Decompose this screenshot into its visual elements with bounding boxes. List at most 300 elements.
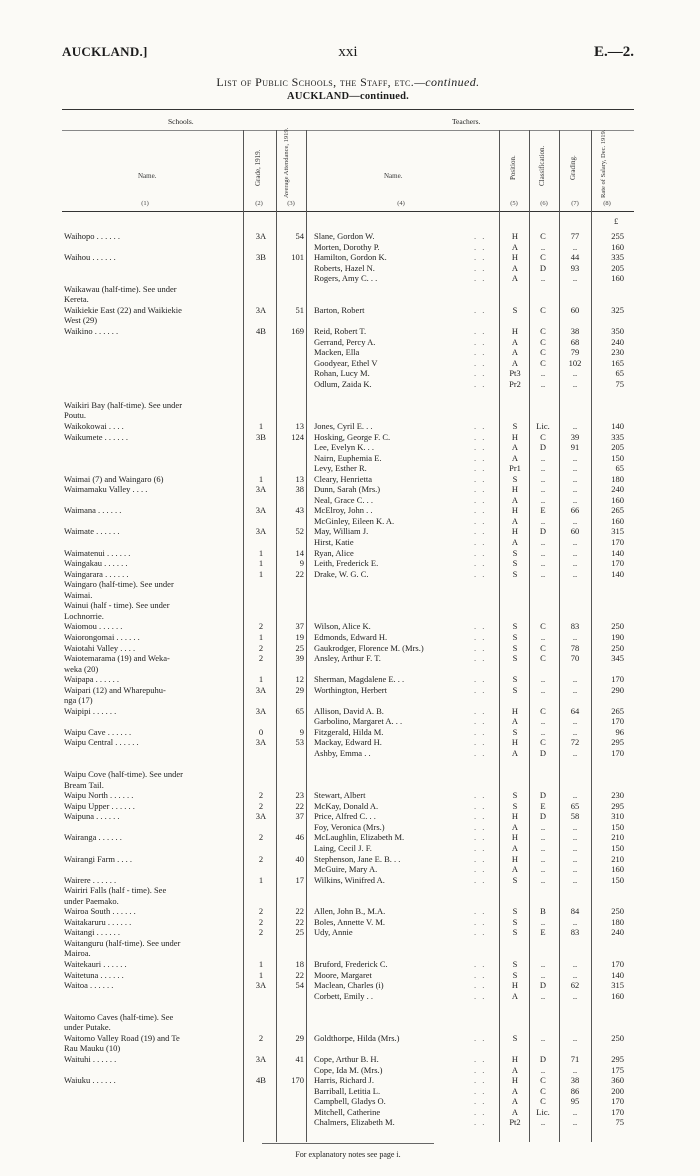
cell-attendance: 53 <box>295 737 304 748</box>
cell-teacher-name: Goodyear, Ethel V <box>314 357 378 368</box>
cell-teacher-name: Moore, Margaret <box>314 969 372 980</box>
cell-classification: D <box>539 1053 547 1064</box>
cell-attendance: 29 <box>295 684 304 695</box>
leader-dots: . . <box>474 252 487 263</box>
cell-teacher-name: Stewart, Albert <box>314 790 366 801</box>
cell-salary: 160 <box>611 494 624 505</box>
cell-salary: 230 <box>611 347 624 358</box>
leader-dots: . . <box>474 262 487 273</box>
cell-teacher-name: Allison, David A. B. <box>314 705 384 716</box>
cell-salary: 150 <box>611 874 624 885</box>
cell-school-name: Waipu Upper . . . . . . <box>64 800 135 811</box>
cell-school-name: Waipari (12) and Wharepuhu- <box>64 684 166 695</box>
cell-teacher-name: Udy, Annie <box>314 927 353 938</box>
col-number-5: (5) <box>510 200 518 207</box>
cell-school-name: Waikiekie East (22) and Waikiekie <box>64 304 182 315</box>
leader-dots: . . <box>474 1032 487 1043</box>
group-rule <box>62 130 634 131</box>
cell-teacher-name: Mackay, Edward H. <box>314 737 382 748</box>
col-header-grading: Grading. <box>569 155 577 181</box>
cell-grading: 93 <box>570 262 580 273</box>
cell-teacher-name: Leith, Frederick E. <box>314 558 379 568</box>
cell-grading: .. <box>572 716 578 727</box>
cell-classification: .. <box>540 568 546 579</box>
cell-grade: 3A <box>255 1053 267 1064</box>
cell-classification: .. <box>540 473 546 484</box>
cell-school-name: Waiuku . . . . . . <box>64 1075 116 1085</box>
cell-teacher-name: Ryan, Alice <box>314 547 354 558</box>
cell-salary: 255 <box>611 231 624 241</box>
schools-group-header: Schools. <box>168 117 194 126</box>
leader-dots: . . <box>474 1064 487 1075</box>
leader-dots: . . <box>474 325 487 336</box>
cell-position: S <box>512 684 518 695</box>
cell-grading: .. <box>572 241 578 252</box>
cell-position: S <box>512 874 518 885</box>
cell-salary: 265 <box>611 705 624 716</box>
col-rule-3 <box>306 130 307 1142</box>
cell-salary: 160 <box>611 864 624 874</box>
cell-teacher-name: May, William J. <box>314 526 369 537</box>
cell-teacher-name: Ashby, Emma . . <box>314 748 371 758</box>
cell-position: S <box>512 547 518 558</box>
cell-grading: .. <box>572 378 578 389</box>
cell-grading: 84 <box>570 906 580 917</box>
cell-attendance: 39 <box>295 653 304 663</box>
col-rule-1 <box>243 130 244 1142</box>
table-bottom-rule <box>262 1143 434 1144</box>
cell-position: S <box>512 726 518 737</box>
cell-grading: .. <box>572 821 578 832</box>
col-number-1: (1) <box>141 200 149 207</box>
leader-dots: . . <box>474 431 487 442</box>
cell-classification: .. <box>540 1064 546 1075</box>
leader-dots: . . <box>474 526 487 537</box>
cell-position: A <box>511 1096 519 1107</box>
cell-attendance: 13 <box>295 420 304 431</box>
cell-salary: 240 <box>611 927 624 938</box>
cell-position: H <box>511 980 519 991</box>
cell-salary: 250 <box>611 642 624 653</box>
cell-grading: .. <box>572 969 578 980</box>
running-head-right: E.—2. <box>593 44 634 60</box>
cell-grading: 79 <box>570 347 580 358</box>
cell-grading: .. <box>572 558 578 568</box>
leader-dots: . . <box>474 748 487 758</box>
leader-dots: . . <box>474 378 487 389</box>
cell-school-name: Waikokowai . . . . <box>64 420 124 431</box>
cell-attendance: 23 <box>295 790 304 801</box>
cell-grading: .. <box>572 1117 578 1128</box>
running-head-left: AUCKLAND.] <box>62 44 148 59</box>
cell-classification: C <box>540 1085 546 1096</box>
cell-position: A <box>511 842 519 853</box>
cell-school-name: Waipapa . . . . . . <box>64 674 120 685</box>
col-rule-6 <box>559 130 560 1142</box>
cell-classification: D <box>539 811 547 822</box>
cell-position: H <box>511 832 519 843</box>
cell-school-name: Waikawau (half-time). See under <box>64 283 177 294</box>
cell-classification: C <box>540 252 546 263</box>
cell-attendance: 37 <box>295 811 304 822</box>
cell-grade: 2 <box>258 916 264 927</box>
cell-teacher-name: Dunn, Sarah (Mrs.) <box>314 484 381 495</box>
cell-school-name: Waitanguru (half-time). See under <box>64 937 181 948</box>
cell-salary: 335 <box>611 431 624 442</box>
leader-dots: . . <box>474 980 487 991</box>
cell-school-name: Kereta. <box>64 294 89 305</box>
cell-teacher-name: Ansley, Arthur F. T. <box>314 653 381 663</box>
cell-position: S <box>512 621 518 632</box>
cell-teacher-name: Neal, Grace C. . . <box>314 494 374 505</box>
cell-grading: .. <box>572 853 578 864</box>
cell-school-name: Waihopo . . . . . . <box>64 231 120 241</box>
cell-salary: 265 <box>611 505 624 516</box>
cell-salary: 210 <box>611 832 624 843</box>
cell-attendance: 22 <box>295 969 304 980</box>
cell-grading: .. <box>572 684 578 695</box>
cell-grade: 4B <box>256 325 266 336</box>
leader-dots: . . <box>474 674 487 685</box>
cell-teacher-name: Chalmers, Elizabeth M. <box>314 1117 395 1128</box>
leader-dots: . . <box>474 484 487 495</box>
cell-salary: 315 <box>611 980 624 991</box>
col-header-position: Position. <box>509 155 517 181</box>
leader-dots: . . <box>474 642 487 653</box>
cell-teacher-name: Cope, Arthur B. H. <box>314 1053 379 1064</box>
cell-classification: .. <box>540 1117 546 1128</box>
cell-position: H <box>511 737 519 748</box>
cell-salary: 250 <box>611 906 624 917</box>
cell-teacher-name: Allen, John B., M.A. <box>314 906 386 917</box>
cell-grading: .. <box>572 832 578 843</box>
cell-teacher-name: Hirst, Katie <box>314 537 354 547</box>
cell-teacher-name: Odlum, Zaida K. <box>314 378 372 389</box>
cell-grading: .. <box>572 790 578 801</box>
cell-position: A <box>511 748 519 758</box>
cell-grading: 65 <box>570 800 580 811</box>
cell-grading: .. <box>572 368 578 379</box>
cell-classification: D <box>539 526 547 537</box>
cell-school-name: Waitoa . . . . . . <box>64 980 114 991</box>
running-head <box>62 44 634 66</box>
cell-salary: 170 <box>611 558 624 568</box>
cell-school-name: Waiotahi Valley . . . . <box>64 642 136 653</box>
cell-school-name: Waituhi . . . . . . <box>64 1053 117 1064</box>
cell-teacher-name: Hamilton, Gordon K. <box>314 252 387 263</box>
cell-classification: .. <box>540 959 546 969</box>
leader-dots: . . <box>474 916 487 927</box>
cell-position: A <box>511 990 519 1001</box>
cell-teacher-name: Macken, Ella <box>314 347 360 358</box>
cell-school-name: Rau Mauku (10) <box>64 1043 121 1054</box>
cell-attendance: 22 <box>295 906 304 917</box>
cell-teacher-name: Barton, Robert <box>314 304 365 315</box>
cell-classification: .. <box>540 916 546 927</box>
cell-classification: E <box>540 505 546 516</box>
cell-grade: 2 <box>258 927 264 938</box>
cell-salary: 240 <box>611 484 624 495</box>
col-number-3: (3) <box>287 200 295 207</box>
cell-classification: E <box>540 927 546 938</box>
leader-dots: . . <box>474 1075 487 1085</box>
cell-school-name: Waikiri Bay (half-time). See under <box>64 399 183 410</box>
cell-grading: .. <box>572 494 578 505</box>
cell-school-name: Waipu North . . . . . . <box>64 790 134 801</box>
cell-position: S <box>512 969 518 980</box>
cell-classification: .. <box>540 726 546 737</box>
cell-attendance: 169 <box>291 325 304 336</box>
cell-attendance: 29 <box>295 1032 304 1043</box>
cell-classification: C <box>540 347 546 358</box>
cell-grading: 95 <box>570 1096 580 1107</box>
cell-school-name: Mairoa. <box>64 948 91 959</box>
cell-attendance: 25 <box>295 927 304 938</box>
col-number-2: (2) <box>255 200 263 207</box>
cell-position: S <box>512 642 518 653</box>
cell-position: A <box>511 864 519 874</box>
cell-teacher-name: Foy, Veronica (Mrs.) <box>314 821 385 832</box>
leader-dots: . . <box>474 568 487 579</box>
cell-school-name: Waimai (7) and Waingaro (6) <box>64 473 164 484</box>
page-title <box>62 75 634 90</box>
cell-grade: 1 <box>258 420 264 431</box>
currency-symbol: £ <box>614 216 619 226</box>
cell-teacher-name: Lee, Evelyn K. . . <box>314 442 374 452</box>
cell-classification: C <box>540 336 546 347</box>
cell-position: A <box>511 357 519 368</box>
leader-dots: . . <box>474 505 487 516</box>
col-header-teacher-name: Name. <box>384 172 403 180</box>
cell-classification: .. <box>540 674 546 685</box>
leader-dots: . . <box>474 1117 487 1128</box>
cell-position: S <box>512 927 518 938</box>
cell-teacher-name: Wilson, Alice K. <box>314 621 371 632</box>
cell-school-name: Wairanga . . . . . . <box>64 832 122 843</box>
cell-salary: 295 <box>611 800 624 811</box>
cell-grading: .. <box>572 547 578 558</box>
cell-position: S <box>512 800 518 811</box>
cell-position: A <box>511 716 519 727</box>
cell-teacher-name: Hosking, George F. C. <box>314 431 391 442</box>
leader-dots: . . <box>474 442 487 452</box>
cell-salary: 96 <box>615 726 624 737</box>
cell-school-name: Waitomo Caves (half-time). See <box>64 1011 174 1022</box>
cell-classification: .. <box>540 537 546 547</box>
cell-grading: .. <box>572 1106 578 1117</box>
cell-grading: .. <box>572 842 578 853</box>
cell-salary: 345 <box>611 653 624 663</box>
cell-attendance: 25 <box>295 642 304 653</box>
cell-grade: 1 <box>258 568 264 579</box>
cell-teacher-name: Boles, Annette V. M. <box>314 916 385 927</box>
cell-salary: 170 <box>611 748 624 758</box>
leader-dots: . . <box>474 558 487 568</box>
leader-dots: . . <box>474 631 487 642</box>
cell-classification: B <box>540 906 546 917</box>
cell-grading: 60 <box>570 304 580 315</box>
cell-classification: C <box>540 304 546 315</box>
leader-dots: . . <box>474 241 487 252</box>
cell-grading: 66 <box>570 505 580 516</box>
leader-dots: . . <box>474 1085 487 1096</box>
cell-grading: .. <box>572 864 578 874</box>
cell-school-name: Waikumete . . . . . . <box>64 431 128 442</box>
cell-position: H <box>511 484 519 495</box>
cell-position: H <box>511 526 519 537</box>
cell-school-name: Waipuna . . . . . . <box>64 811 120 822</box>
cell-teacher-name: Slane, Gordon W. <box>314 231 375 241</box>
leader-dots: . . <box>474 420 487 431</box>
cell-grade: 0 <box>258 726 264 737</box>
cell-attendance: 52 <box>295 526 304 537</box>
cell-grading: .. <box>572 473 578 484</box>
cell-classification: C <box>540 1075 546 1085</box>
cell-school-name: Bream Tail. <box>64 779 104 790</box>
cell-teacher-name: Sherman, Magdalene E. . . <box>314 674 405 685</box>
cell-classification: .. <box>540 821 546 832</box>
cell-grade: 1 <box>258 874 264 885</box>
cell-grading: .. <box>572 484 578 495</box>
cell-salary: 175 <box>611 1064 624 1075</box>
cell-school-name: Waikino . . . . . . <box>64 325 119 336</box>
cell-grade: 2 <box>258 832 264 843</box>
cell-position: S <box>512 304 518 315</box>
cell-school-name: Lochnorrie. <box>64 610 104 621</box>
cell-teacher-name: Garbolino, Margaret A. . . <box>314 716 403 727</box>
cell-classification: .. <box>540 494 546 505</box>
leader-dots: . . <box>474 1053 487 1064</box>
cell-classification: C <box>540 642 546 653</box>
cell-grading: 62 <box>570 980 580 991</box>
col-number-7: (7) <box>571 200 579 207</box>
cell-position: H <box>511 1075 519 1085</box>
cell-salary: 65 <box>615 463 624 474</box>
cell-grading: 77 <box>570 231 580 241</box>
header-top-rule <box>62 109 634 110</box>
cell-position: H <box>511 853 519 864</box>
cell-grading: .. <box>572 874 578 885</box>
cell-grading: 38 <box>570 325 580 336</box>
cell-teacher-name: Gerrand, Percy A. <box>314 336 376 347</box>
cell-salary: 350 <box>611 325 624 336</box>
cell-grading: 83 <box>570 621 580 632</box>
footnote: For explanatory notes see page i. <box>295 1150 401 1159</box>
cell-teacher-name: McLaughlin, Elizabeth M. <box>314 832 405 843</box>
cell-position: A <box>511 1085 519 1096</box>
cell-grade: 1 <box>258 547 264 558</box>
cell-attendance: 9 <box>299 558 304 568</box>
leader-dots: . . <box>474 537 487 547</box>
cell-salary: 315 <box>611 526 624 537</box>
col-number-6: (6) <box>540 200 548 207</box>
cell-attendance: 18 <box>295 959 304 969</box>
cell-classification: D <box>539 790 547 801</box>
leader-dots: . . <box>474 621 487 632</box>
cell-attendance: 170 <box>291 1075 304 1085</box>
cell-grading: .. <box>572 568 578 579</box>
leader-dots: . . <box>474 347 487 358</box>
cell-attendance: 37 <box>295 621 304 632</box>
cell-position: A <box>511 1106 519 1117</box>
leader-dots: . . <box>474 832 487 843</box>
cell-salary: 150 <box>611 821 624 832</box>
cell-salary: 165 <box>611 357 624 368</box>
cell-grading: .. <box>572 515 578 526</box>
cell-grade: 1 <box>258 473 264 484</box>
cell-position: A <box>511 494 519 505</box>
cell-salary: 180 <box>611 473 624 484</box>
leader-dots: . . <box>474 864 487 874</box>
cell-classification: .. <box>540 832 546 843</box>
cell-salary: 140 <box>611 568 624 579</box>
cell-grade: 3A <box>255 505 267 516</box>
cell-position: A <box>511 347 519 358</box>
cell-teacher-name: Mitchell, Catherine <box>314 1106 381 1117</box>
leader-dots: . . <box>474 357 487 368</box>
leader-dots: . . <box>474 842 487 853</box>
cell-grade: 2 <box>258 790 264 801</box>
cell-teacher-name: Edmonds, Edward H. <box>314 631 388 642</box>
cell-position: H <box>511 1053 519 1064</box>
cell-school-name: Waipu Cave . . . . . . <box>64 726 132 737</box>
cell-attendance: 46 <box>295 832 304 843</box>
cell-position: S <box>512 420 518 431</box>
leader-dots: . . <box>474 1106 487 1117</box>
cell-salary: 295 <box>611 737 624 748</box>
cell-position: H <box>511 231 519 241</box>
cell-classification: .. <box>540 515 546 526</box>
col-header-salary: Rate of Salary, Dec. 1919. <box>600 129 607 198</box>
cell-classification: .. <box>540 1032 546 1043</box>
cell-school-name: Poutu. <box>64 410 86 421</box>
cell-classification: .. <box>540 484 546 495</box>
cell-teacher-name: McElroy, John . . <box>314 505 373 516</box>
cell-grade: 3A <box>255 737 267 748</box>
leader-dots: . . <box>474 990 487 1001</box>
cell-teacher-name: Fitzgerald, Hilda M. <box>314 726 384 737</box>
leader-dots: . . <box>474 790 487 801</box>
cell-grade: 3A <box>255 231 267 241</box>
cell-school-name: Wairere . . . . . . <box>64 874 117 885</box>
cell-grading: 68 <box>570 336 580 347</box>
cell-position: A <box>511 241 519 252</box>
cell-teacher-name: Goldthorpe, Hilda (Mrs.) <box>314 1032 400 1043</box>
cell-grading: .. <box>572 1064 578 1075</box>
cell-salary: 335 <box>611 252 624 263</box>
cell-salary: 170 <box>611 716 624 727</box>
cell-salary: 170 <box>611 959 624 969</box>
cell-grading: .. <box>572 273 578 284</box>
cell-teacher-name: McGuire, Mary A. <box>314 864 378 874</box>
cell-attendance: 22 <box>295 568 304 579</box>
cell-classification: D <box>539 442 547 452</box>
col-header-grade: Grade, 1919. <box>254 149 262 187</box>
cell-classification: .. <box>540 853 546 864</box>
cell-position: H <box>511 325 519 336</box>
leader-dots: . . <box>474 821 487 832</box>
cell-grading: .. <box>572 631 578 642</box>
cell-position: A <box>511 821 519 832</box>
cell-grading: .. <box>572 537 578 547</box>
cell-teacher-name: Drake, W. G. C. <box>314 568 369 579</box>
cell-teacher-name: Maclean, Charles (i) <box>314 980 384 991</box>
cell-grade: 1 <box>258 674 264 685</box>
leader-dots: . . <box>474 547 487 558</box>
cell-grade: 3B <box>256 252 266 263</box>
cell-classification: .. <box>540 273 546 284</box>
cell-school-name: Waitetuna . . . . . . <box>64 969 124 980</box>
